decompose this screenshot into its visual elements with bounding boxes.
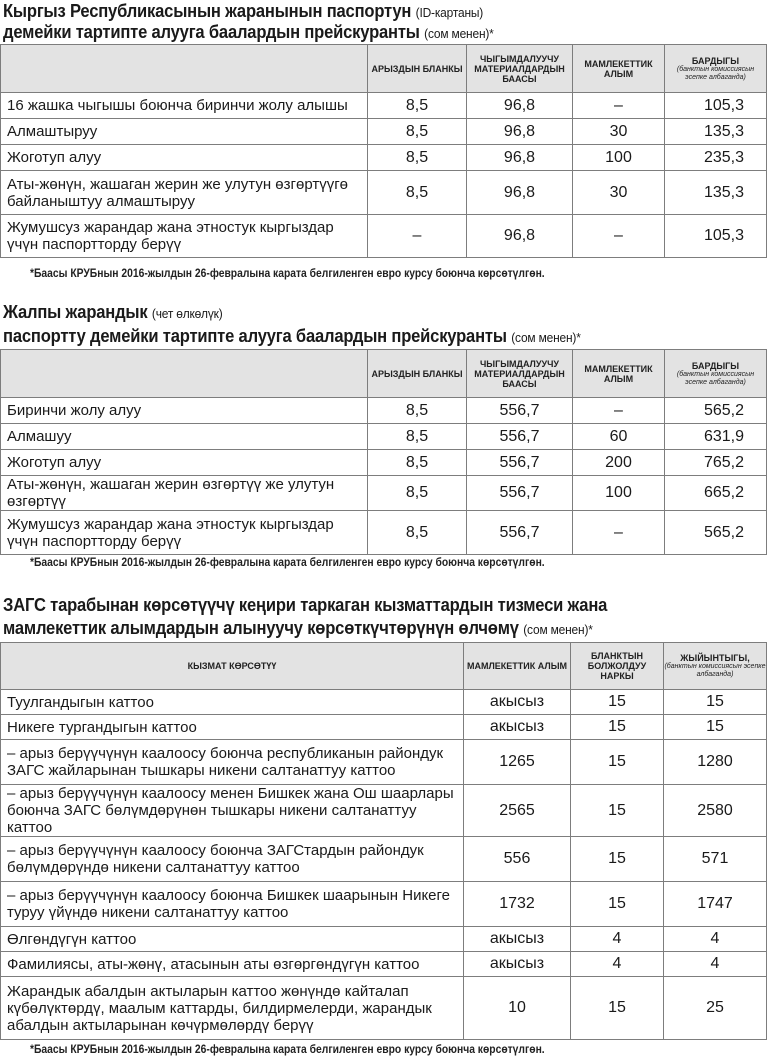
header-row: [1, 350, 767, 398]
cell-total: 235,3: [665, 145, 767, 171]
cell-total: 1280: [664, 740, 767, 785]
cell-state-fee: –: [573, 215, 665, 258]
row-label: Туулгандыгын каттоо: [1, 690, 464, 715]
row-label: Жоготуп алуу: [1, 145, 368, 171]
title-unit: (сом менен)*: [523, 622, 593, 637]
row-label: Никеге тургандыгын каттоо: [1, 715, 464, 740]
row-label: Фамилиясы, аты-жөнү, атасынын аты өзгөргөндүгүн каттоо: [1, 952, 464, 977]
row-label: Жумушсуз жарандар жана этностук кыргыздар үчүн паспортторду берүү: [1, 215, 368, 258]
header-materials: ЧЫГЫМДАЛУУЧУ МАТЕРИАЛДАРДЫН БААСЫ: [467, 350, 573, 398]
cell-materials: 556,7: [467, 450, 573, 476]
row-label: Алмашуу: [1, 424, 368, 450]
title-line-1: Жалпы жарандык: [3, 302, 148, 322]
cell-form: 8,5: [368, 398, 467, 424]
cell-total: 25: [664, 977, 767, 1040]
cell-state-fee: 1265: [464, 740, 571, 785]
cell-total: 1747: [664, 882, 767, 927]
cell-form-cost: 15: [571, 882, 664, 927]
header-form-cost: БЛАНКТЫН БОЛЖОЛДУУ НАРКЫ: [571, 643, 664, 690]
header-row: [1, 45, 767, 93]
table-row: [1, 93, 767, 119]
title-line-1-note: (чет өлкөлүк): [151, 306, 223, 321]
cell-state-fee: 100: [573, 476, 665, 511]
cell-state-fee: акысыз: [464, 927, 571, 952]
cell-form-cost: 15: [571, 740, 664, 785]
header-state-fee: МАМЛЕКЕТТИК АЛЫМ: [464, 643, 571, 690]
header-state-fee: МАМЛЕКЕТТИК АЛЫМ: [573, 350, 665, 398]
table-row: [1, 785, 767, 837]
header-total: БАРДЫГЫ (банктын комиссиясын эсепке албаганда): [665, 350, 767, 398]
cell-form: 8,5: [368, 171, 467, 215]
footnote: *Баасы КРУБнын 2016-жылдын 26-февралына карата белгиленген евро курсу боюнча көрсөтүлгөн.: [30, 1042, 545, 1056]
cell-total: 631,9: [665, 424, 767, 450]
cell-materials: 556,7: [467, 476, 573, 511]
header-form: АРЫЗДЫН БЛАНКЫ: [368, 45, 467, 93]
table-row: [1, 398, 767, 424]
title-line-1: Кыргыз Республикасынын жаранынын паспортун: [3, 1, 412, 21]
header-form: АРЫЗДЫН БЛАНКЫ: [368, 350, 467, 398]
header-state-fee: МАМЛЕКЕТТИК АЛЫМ: [573, 45, 665, 93]
row-label: Алмаштыруу: [1, 119, 368, 145]
cell-form: 8,5: [368, 511, 467, 555]
section-title-line-2: [3, 22, 494, 44]
cell-materials: 96,8: [467, 145, 573, 171]
footnote: *Баасы КРУБнын 2016-жылдын 26-февралына карата белгиленген евро курсу боюнча көрсөтүлгөн.: [30, 266, 545, 280]
cell-state-fee: акысыз: [464, 952, 571, 977]
price-table: [0, 349, 767, 555]
header-empty: [1, 45, 368, 93]
cell-state-fee: 10: [464, 977, 571, 1040]
row-label: Жоготуп алуу: [1, 450, 368, 476]
cell-materials: 556,7: [467, 398, 573, 424]
cell-state-fee: 200: [573, 450, 665, 476]
title-line-2: паспортту демейки тартипте алууга баалардын прейскуранты: [3, 326, 507, 346]
table-row: [1, 511, 767, 555]
cell-total: 2580: [664, 785, 767, 837]
cell-form: 8,5: [368, 450, 467, 476]
cell-materials: 96,8: [467, 93, 573, 119]
cell-state-fee: 556: [464, 837, 571, 882]
header-materials: ЧЫГЫМДАЛУУЧУ МАТЕРИАЛДАРДЫН БААСЫ: [467, 45, 573, 93]
cell-state-fee: акысыз: [464, 690, 571, 715]
cell-total: 765,2: [665, 450, 767, 476]
table-row: [1, 424, 767, 450]
cell-form: 8,5: [368, 93, 467, 119]
cell-materials: 96,8: [467, 119, 573, 145]
header-total: БАРДЫГЫ (банктын комиссиясын эсепке албаганда): [665, 45, 767, 93]
cell-form: 8,5: [368, 145, 467, 171]
row-label: Биринчи жолу алуу: [1, 398, 368, 424]
table-row: [1, 882, 767, 927]
row-label: – арыз берүүчүнүн каалоосу боюнча республиканын райондук ЗАГС жайларынан тышкары никени салтанаттуу каттоо: [1, 740, 464, 785]
cell-total: 105,3: [665, 93, 767, 119]
table-row: [1, 952, 767, 977]
cell-total: 565,2: [665, 511, 767, 555]
header-total: ЖЫЙЫНТЫГЫ, (банктын комиссиясын эсепке албаганда): [664, 643, 767, 690]
title-line-2: демейки тартипте алууга баалардын прейскуранты: [3, 22, 420, 42]
cell-state-fee: акысыз: [464, 715, 571, 740]
cell-form-cost: 4: [571, 927, 664, 952]
title-line-1-note: (ID-картаны): [415, 5, 484, 20]
cell-form: 8,5: [368, 119, 467, 145]
section-title: [3, 302, 222, 324]
cell-materials: 556,7: [467, 511, 573, 555]
table-row: [1, 977, 767, 1040]
row-label: Жарандык абалдын актыларын каттоо жөнүндө кайталап күбөлүктөрдү, маалым каттарды, билдирмелерди, жарандык абалдын актыларынан көчүрмөлөрдү берүү: [1, 977, 464, 1040]
row-label: – арыз берүүчүнүн каалоосу менен Бишкек жана Ош шаарлары боюнча ЗАГС бөлүмдөрүнөн тышкары никени салтанаттуу каттоо: [1, 785, 464, 837]
cell-state-fee: –: [573, 93, 665, 119]
section-title: [3, 595, 607, 616]
cell-total: 571: [664, 837, 767, 882]
cell-materials: 96,8: [467, 171, 573, 215]
cell-state-fee: –: [573, 511, 665, 555]
cell-total: 135,3: [665, 119, 767, 145]
cell-state-fee: 30: [573, 171, 665, 215]
cell-form-cost: 15: [571, 977, 664, 1040]
table-row: [1, 450, 767, 476]
footnote: *Баасы КРУБнын 2016-жылдын 26-февралына карата белгиленген евро курсу боюнча көрсөтүлгөн.: [30, 555, 545, 569]
title-unit: (сом менен)*: [424, 26, 494, 41]
price-table: [0, 44, 767, 258]
cell-materials: 556,7: [467, 424, 573, 450]
table-row: [1, 715, 767, 740]
title-unit: (сом менен)*: [511, 330, 581, 345]
row-label: – арыз берүүчүнүн каалоосу боюнча ЗАГСтардын райондук бөлүмдөрүндө никени салтанаттуу каттоо: [1, 837, 464, 882]
fee-table: [0, 642, 767, 1040]
table-row: [1, 837, 767, 882]
cell-total: 15: [664, 715, 767, 740]
row-label: – арыз берүүчүнүн каалоосу боюнча Бишкек шаарынын Никеге туруу үйүндө никени салтанаттуу каттоо: [1, 882, 464, 927]
cell-total: 105,3: [665, 215, 767, 258]
table-row: [1, 927, 767, 952]
cell-form-cost: 4: [571, 952, 664, 977]
row-label: Аты-жөнүн, жашаган жерин өзгөртүү же улутун өзгөртүү: [1, 476, 368, 511]
header-row: [1, 643, 767, 690]
row-label: Аты-жөнүн, жашаган жерин же улутун өзгөртүүгө байланыштуу алмаштыруу: [1, 171, 368, 215]
cell-form: 8,5: [368, 424, 467, 450]
cell-state-fee: 60: [573, 424, 665, 450]
cell-total: 4: [664, 927, 767, 952]
cell-total: 15: [664, 690, 767, 715]
table-row: [1, 690, 767, 715]
cell-total: 665,2: [665, 476, 767, 511]
row-label: Жумушсуз жарандар жана этностук кыргыздар үчүн паспортторду берүү: [1, 511, 368, 555]
cell-state-fee: –: [573, 398, 665, 424]
row-label: Өлгөндүгүн каттоо: [1, 927, 464, 952]
cell-state-fee: 1732: [464, 882, 571, 927]
section-title-line-2: [3, 618, 593, 640]
cell-total: 135,3: [665, 171, 767, 215]
row-label: 16 жашка чыгышы боюнча биринчи жолу алышы: [1, 93, 368, 119]
header-empty: [1, 350, 368, 398]
table-row: [1, 215, 767, 258]
table-row: [1, 171, 767, 215]
cell-state-fee: 30: [573, 119, 665, 145]
title-line-1: ЗАГС тарабынан көрсөтүүчү кеңири таркаган кызматтардын тизмеси жана: [3, 595, 608, 615]
header-service: КЫЗМАТ КӨРСӨТҮҮ: [1, 643, 464, 690]
table-row: [1, 476, 767, 511]
table-row: [1, 145, 767, 171]
cell-state-fee: 2565: [464, 785, 571, 837]
section-title-line-2: [3, 326, 581, 348]
title-line-2: мамлекеттик алымдардын алынуучу көрсөткүчтөрүнүн өлчөмү: [3, 618, 519, 638]
cell-form: –: [368, 215, 467, 258]
cell-materials: 96,8: [467, 215, 573, 258]
cell-state-fee: 100: [573, 145, 665, 171]
cell-form-cost: 15: [571, 690, 664, 715]
cell-total: 4: [664, 952, 767, 977]
cell-total: 565,2: [665, 398, 767, 424]
section-title: [3, 1, 483, 23]
table-row: [1, 119, 767, 145]
cell-form-cost: 15: [571, 837, 664, 882]
cell-form: 8,5: [368, 476, 467, 511]
cell-form-cost: 15: [571, 715, 664, 740]
table-row: [1, 740, 767, 785]
cell-form-cost: 15: [571, 785, 664, 837]
